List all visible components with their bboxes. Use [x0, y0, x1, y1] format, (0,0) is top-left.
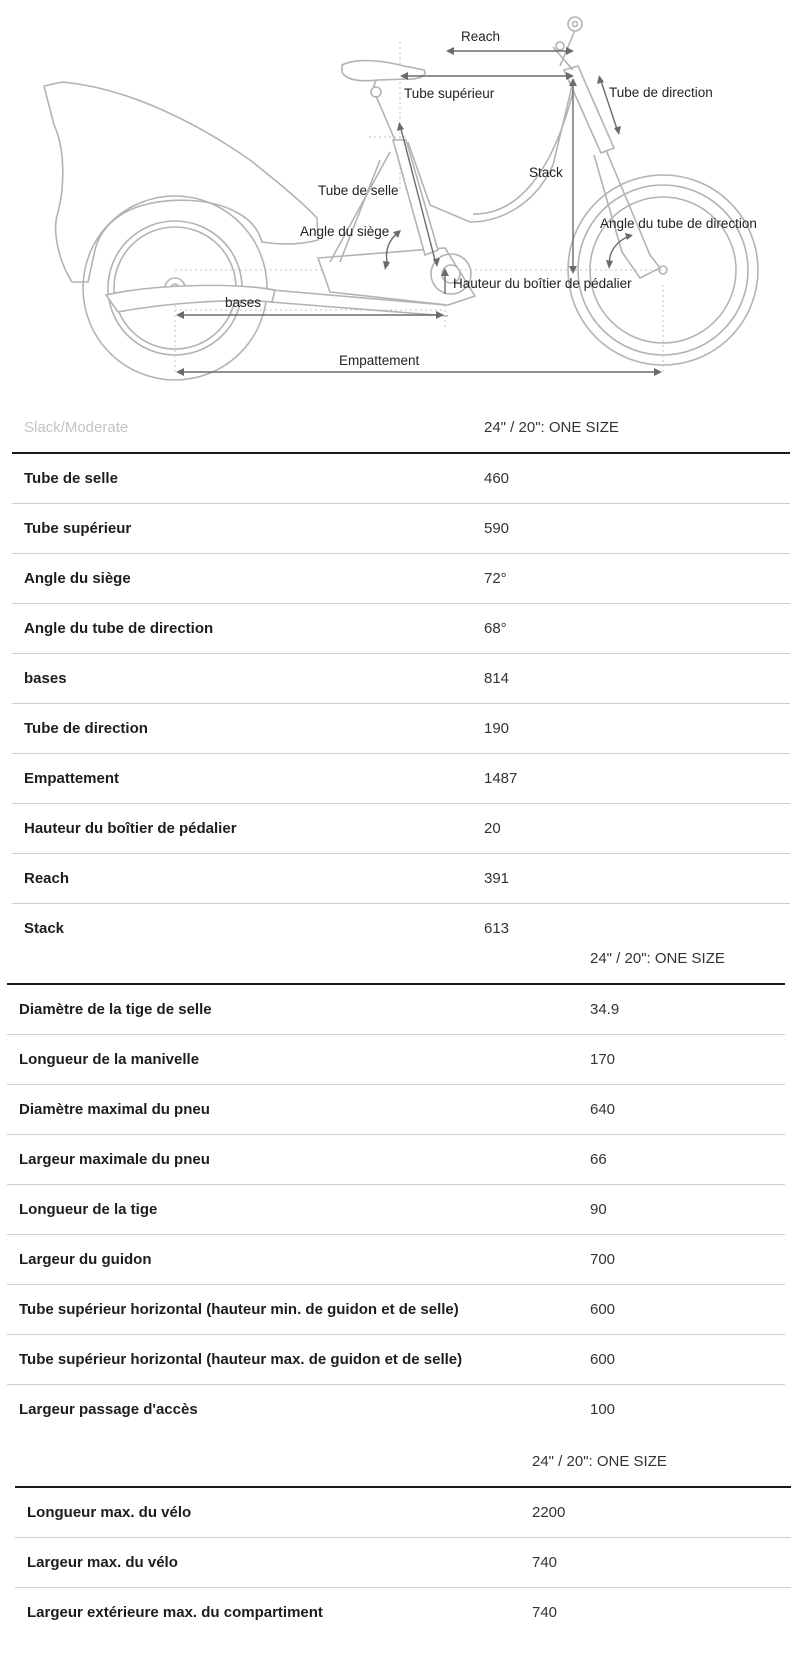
row-label: Diamètre de la tige de selle: [19, 1001, 212, 1018]
row-label: Hauteur du boîtier de pédalier: [24, 820, 237, 837]
label-stack: Stack: [529, 165, 563, 180]
row-value: 600: [590, 1301, 616, 1318]
row-label: Empattement: [24, 770, 120, 787]
row-value: 90: [590, 1201, 607, 1218]
table-row: [7, 1035, 785, 1085]
row-label: Longueur max. du vélo: [27, 1504, 192, 1521]
geometry-preset-label: Slack/Moderate: [24, 419, 129, 436]
label-seat-angle: Angle du siège: [300, 224, 390, 239]
row-value: 2200: [532, 1504, 566, 1521]
bike-geometry-diagram: [0, 0, 807, 390]
label-bb-height: Hauteur du boîtier de pédalier: [453, 276, 632, 291]
row-label: Angle du tube de direction: [24, 620, 214, 637]
row-value: 170: [590, 1051, 616, 1068]
table-row: [7, 1135, 785, 1185]
table-row: [7, 1285, 785, 1335]
row-value: 66: [590, 1151, 607, 1168]
row-label: Largeur passage d'accès: [19, 1401, 198, 1418]
table-row: [12, 854, 790, 904]
row-label: Longueur de la manivelle: [19, 1051, 200, 1068]
row-label: Tube supérieur horizontal (hauteur max. de guidon et de selle): [19, 1351, 463, 1368]
row-value: 600: [590, 1351, 616, 1368]
row-label: Tube supérieur horizontal (hauteur min. de guidon et de selle): [19, 1301, 459, 1318]
label-chainstays: bases: [225, 295, 262, 310]
row-label: Tube supérieur: [24, 520, 132, 537]
label-top-tube: Tube supérieur: [404, 86, 495, 101]
components-table: [7, 935, 785, 1434]
row-label: Largeur maximale du pneu: [19, 1151, 210, 1168]
row-value: 68°: [484, 620, 507, 637]
table-row: [12, 704, 790, 754]
label-wheelbase: Empattement: [339, 353, 420, 368]
table-row: [12, 654, 790, 704]
dimensions-table-header: [15, 1438, 791, 1488]
table-row: [15, 1588, 791, 1637]
dimensions-table: [15, 1438, 791, 1637]
row-label: Largeur max. du vélo: [27, 1554, 178, 1571]
row-label: bases: [24, 670, 67, 687]
table-row: [7, 1335, 785, 1385]
row-value: 1487: [484, 770, 518, 787]
label-seat-tube: Tube de selle: [318, 183, 399, 198]
row-label: Diamètre maximal du pneu: [19, 1101, 210, 1118]
row-value: 740: [532, 1604, 558, 1621]
row-label: Angle du siège: [24, 570, 131, 587]
row-value: 100: [590, 1401, 616, 1418]
row-value: 640: [590, 1101, 616, 1118]
table-row: [12, 804, 790, 854]
table-row: [7, 1385, 785, 1434]
table-row: [15, 1488, 791, 1538]
size-column-header: 24" / 20": ONE SIZE: [532, 1453, 667, 1470]
cargo-box: [44, 82, 318, 282]
table-row: [12, 504, 790, 554]
row-value: 700: [590, 1251, 616, 1268]
label-head-angle: Angle du tube de direction: [600, 216, 757, 231]
geometry-table: [12, 404, 790, 953]
label-reach: Reach: [461, 29, 501, 44]
geometry-table-header: [12, 404, 790, 454]
row-label: Reach: [24, 870, 70, 887]
row-label: Stack: [24, 920, 65, 937]
size-column-header: 24" / 20": ONE SIZE: [590, 950, 725, 967]
table-row: [12, 604, 790, 654]
table-row: [7, 985, 785, 1035]
row-label: Tube de selle: [24, 470, 118, 487]
row-label: Tube de direction: [24, 720, 148, 737]
table-row: [7, 1185, 785, 1235]
label-head-tube: Tube de direction: [609, 85, 713, 100]
size-column-header: 24" / 20": ONE SIZE: [484, 419, 619, 436]
row-value: 590: [484, 520, 510, 537]
handlebar: [553, 17, 582, 70]
row-value: 814: [484, 670, 510, 687]
table-row: [12, 454, 790, 504]
table-row: [12, 554, 790, 604]
row-value: 190: [484, 720, 510, 737]
table-row: [12, 754, 790, 804]
row-label: Largeur du guidon: [19, 1251, 152, 1268]
row-value: 391: [484, 870, 510, 887]
row-value: 72°: [484, 570, 507, 587]
table-row: [7, 1085, 785, 1135]
row-value: 20: [484, 820, 501, 837]
table-row: [7, 1235, 785, 1285]
row-value: 34.9: [590, 1001, 620, 1018]
row-label: Largeur extérieure max. du compartiment: [27, 1604, 323, 1621]
row-value: 613: [484, 920, 510, 937]
row-value: 740: [532, 1554, 558, 1571]
table-row: [15, 1538, 791, 1588]
row-value: 460: [484, 470, 510, 487]
row-label: Longueur de la tige: [19, 1201, 158, 1218]
components-table-header: [7, 935, 785, 985]
